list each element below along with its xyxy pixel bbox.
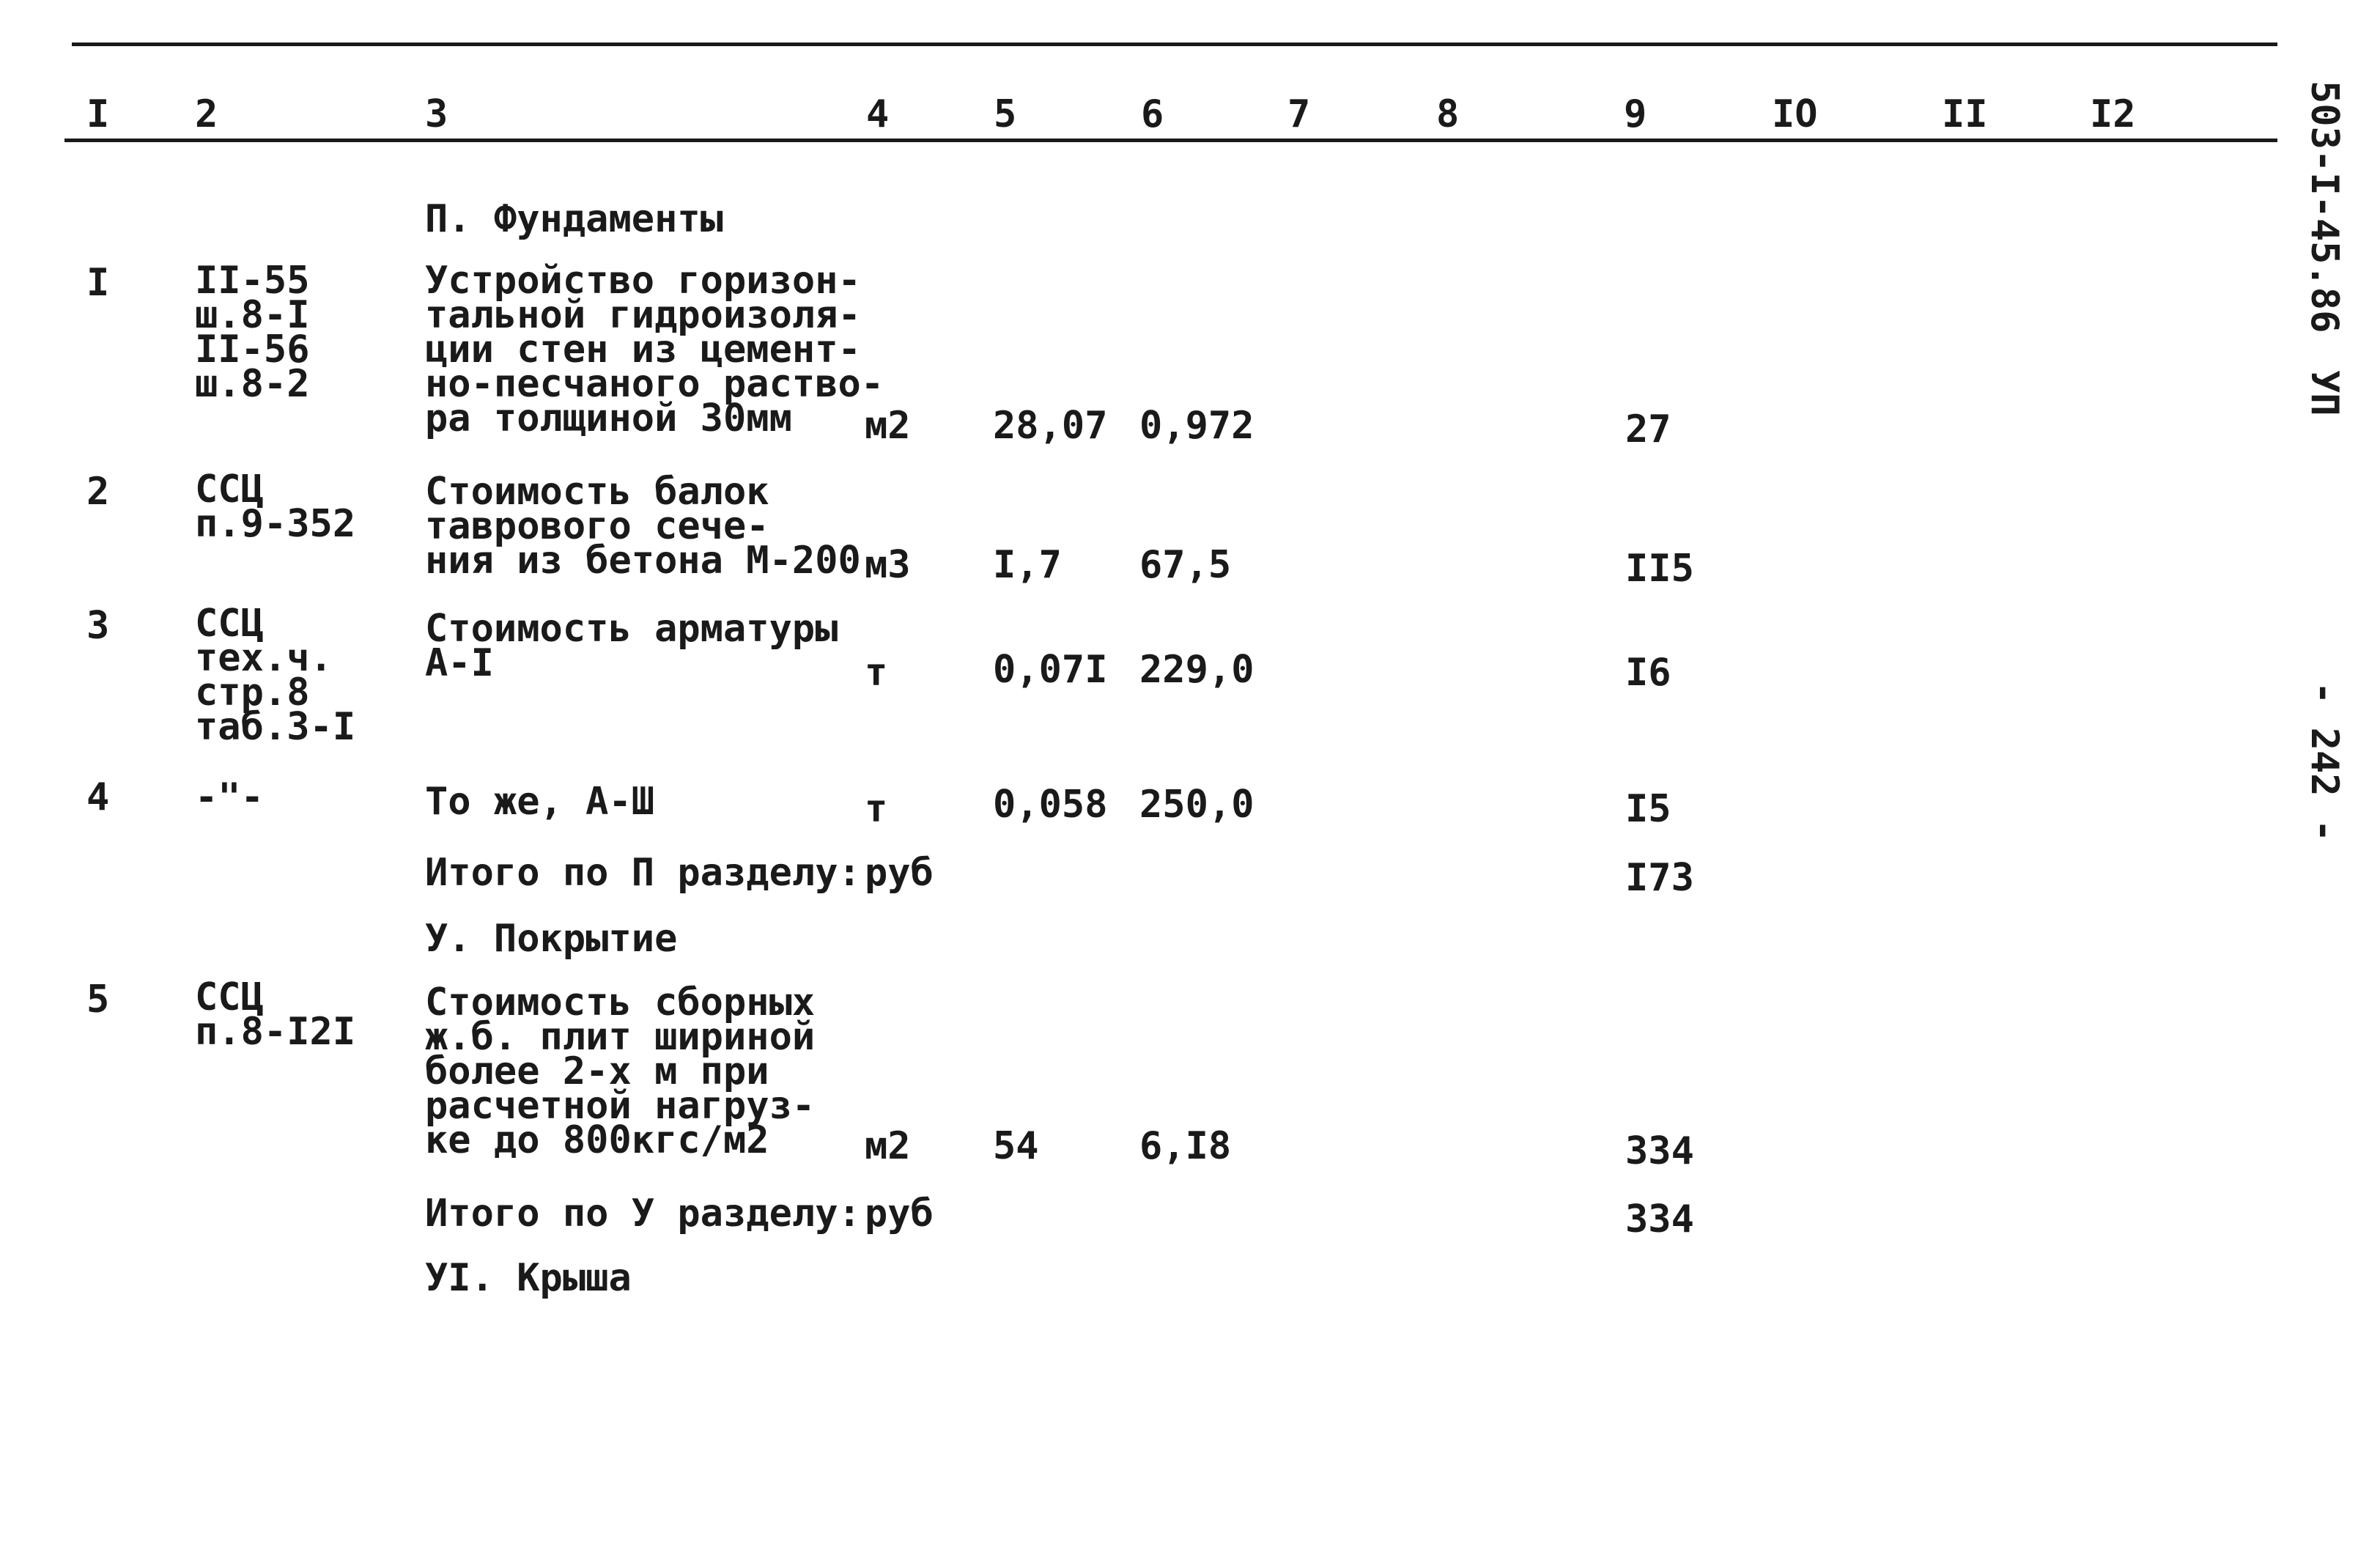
section-heading: У. Покрытие	[425, 917, 678, 961]
column-header-1: I	[86, 92, 110, 136]
row-unit: т	[865, 651, 888, 695]
column-header-6: 6	[1141, 92, 1164, 136]
document-code: 503-I-45.86	[2302, 81, 2346, 333]
row-unit: м2	[865, 404, 911, 448]
row-description: Стоимость балок таврового сече- ния из бетона М-200	[425, 470, 861, 583]
row-reference: ССЦ тех.ч. стр.8 таб.3-I	[195, 602, 356, 749]
section-heading: П. Фундаменты	[425, 197, 723, 241]
column-header-5: 5	[994, 92, 1017, 136]
row-unit-price: 67,5	[1139, 543, 1232, 587]
row-number: 2	[86, 470, 110, 514]
row-quantity: 0,07I	[993, 648, 1108, 692]
row-total: I5	[1625, 787, 1671, 831]
row-quantity: 28,07	[993, 404, 1108, 448]
section-total-label: Итого по П разделу:	[425, 851, 861, 895]
row-number: 5	[86, 978, 110, 1022]
column-header-3: 3	[425, 92, 448, 136]
row-unit-price: 229,0	[1139, 648, 1254, 692]
row-description: Стоимость сборных ж.б. плит шириной более 2-х м при расчетной нагруз- ке до 800кгс/м2	[425, 981, 816, 1162]
row-unit: м3	[865, 543, 911, 587]
row-reference: -"-	[195, 775, 264, 819]
row-number: 3	[86, 604, 110, 648]
header-rule	[64, 139, 2277, 142]
section-total-value: I73	[1625, 856, 1694, 900]
page-number: - 242 -	[2302, 682, 2346, 843]
row-total: 334	[1625, 1129, 1694, 1173]
section-total-unit: руб	[865, 1192, 934, 1236]
row-total: 27	[1625, 407, 1671, 451]
row-number: 4	[86, 775, 110, 819]
row-quantity: 54	[993, 1124, 1039, 1168]
column-header-12: I2	[2090, 92, 2136, 136]
row-reference: II-55 ш.8-I II-56 ш.8-2	[195, 259, 310, 406]
section-total-unit: руб	[865, 851, 934, 895]
row-quantity: I,7	[993, 543, 1062, 587]
row-unit-price: 250,0	[1139, 783, 1254, 827]
column-header-8: 8	[1436, 92, 1460, 136]
row-number: I	[86, 261, 110, 305]
column-header-9: 9	[1624, 92, 1647, 136]
row-unit-price: 6,I8	[1139, 1124, 1232, 1168]
column-header-10: IO	[1772, 92, 1818, 136]
row-description: Устройство горизон- тальной гидроизоля- ции стен из цемент- но-песчаного раство- ра толщиной 30мм	[425, 259, 884, 440]
column-header-11: II	[1942, 92, 1988, 136]
row-quantity: 0,058	[993, 783, 1108, 827]
row-description: То же, А-Ш	[425, 780, 655, 824]
section-total-label: Итого по У разделу:	[425, 1192, 861, 1236]
column-header-4: 4	[866, 92, 890, 136]
row-unit: м2	[865, 1124, 911, 1168]
row-unit: т	[865, 787, 888, 831]
row-total: II5	[1625, 547, 1694, 591]
section-total-value: 334	[1625, 1197, 1694, 1241]
row-description: Стоимость арматуры А-I	[425, 607, 838, 685]
column-header-7: 7	[1287, 92, 1311, 136]
row-reference: ССЦ п.8-I2I	[195, 975, 356, 1054]
row-unit-price: 0,972	[1139, 404, 1254, 448]
top-rule	[72, 43, 2277, 46]
album-mark: УП	[2302, 370, 2346, 416]
column-header-2: 2	[195, 92, 218, 136]
row-reference: ССЦ п.9-352	[195, 468, 356, 546]
section-heading: УI. Крыша	[425, 1256, 632, 1300]
row-total: I6	[1625, 651, 1671, 695]
